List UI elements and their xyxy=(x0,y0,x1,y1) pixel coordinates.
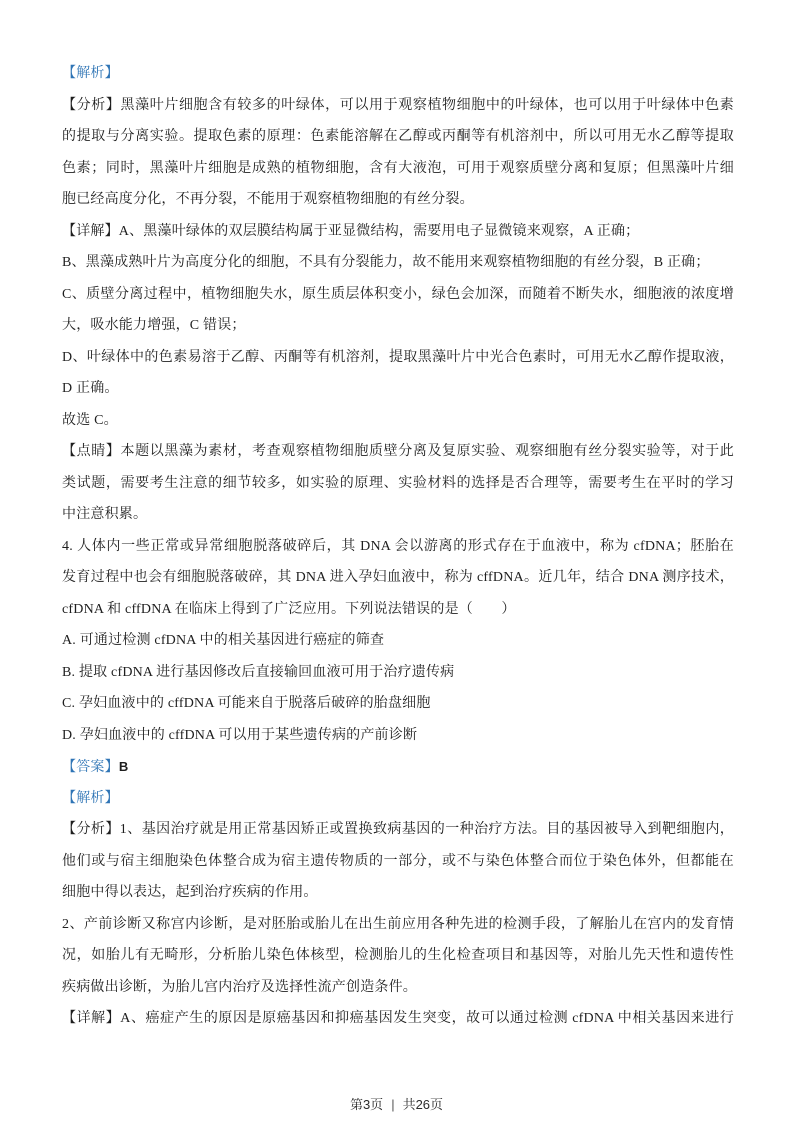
tips-line-3 xyxy=(62,499,734,531)
analysis2-line-5 xyxy=(62,940,734,972)
line-text: 故选 C。 xyxy=(62,412,118,428)
analysis2-line-1 xyxy=(62,814,734,846)
page-footer xyxy=(0,1094,793,1113)
conclusion-line xyxy=(62,405,734,437)
analysis-line-2 xyxy=(62,121,734,153)
line-text: D. 孕妇血液中的 cffDNA 可以用于某些遗传病的产前诊断 xyxy=(62,727,418,743)
line-text: B、黑藻成熟叶片为高度分化的细胞，不具有分裂能力，故不能用来观察植物细胞的有丝分裂，B 正确； xyxy=(62,255,710,270)
analysis2-line-3 xyxy=(62,877,734,909)
line-text: cfDNA 和 cffDNA 在临床上得到了广泛应用。下列说法错误的是（ ） xyxy=(62,601,516,617)
line-text: 2、产前诊断又称宫内诊断，是对胚胎或胎儿在出生前应用各种先进的检测手段，了解胎儿在宫内的发育情 xyxy=(62,916,734,932)
line-text: 发育过程中也会有细胞脱落破碎，其 DNA 进入孕妇血液中，称为 cffDNA。近几年，结合 DNA 测序技术， xyxy=(62,570,734,585)
line-text: 中注意积累。 xyxy=(62,507,148,522)
line-text: 4. 人体内一些正常或异常细胞脱落破碎后，其 DNA 会以游离的形式存在于血液中，称为 cfDNA；胚胎在 xyxy=(62,538,734,554)
tips-line-2 xyxy=(62,468,734,500)
line-text: 细胞中得以表达，起到治疗疾病的作用。 xyxy=(62,885,318,900)
line-text: 疾病做出诊断，为胎儿宫内治疗及选择性流产创造条件。 xyxy=(62,979,417,995)
line-text: 的提取与分离实验。提取色素的原理：色素能溶解在乙醇或丙酮等有机溶剂中，所以可用无水乙醇等提取 xyxy=(62,129,734,144)
question-4-option-a xyxy=(62,625,734,657)
analysis-line-1 xyxy=(62,90,734,122)
question-4-stem-line-3 xyxy=(62,594,734,626)
analysis2-line-4 xyxy=(62,909,734,941)
line-text: D、叶绿体中的色素易溶于乙醇、丙酮等有机溶剂，提取黑藻叶片中光合色素时，可用无水乙醇作提取液， xyxy=(62,349,734,365)
detail-option-d-1 xyxy=(62,342,734,374)
answer-value: B xyxy=(118,759,129,774)
line-text: 况，如胎儿有无畸形，分析胎儿染色体核型，检测胎儿的生化检查项目和基因等，对胎儿先天性和遗传性 xyxy=(62,948,734,963)
analysis2-line-2 xyxy=(62,846,734,878)
detail-option-c-1 xyxy=(62,279,734,311)
line-text: 类试题，需要考生注意的细节较多，如实验的原理、实验材料的选择是否合理等，需要考生在平时的学习 xyxy=(62,475,734,491)
line-text: D 正确。 xyxy=(62,381,119,396)
page-separator: | xyxy=(391,1097,395,1112)
analysis2-line-6 xyxy=(62,972,734,1004)
line-text: B. 提取 cfDNA 进行基因修改后直接输回血液可用于治疗遗传病 xyxy=(62,664,455,680)
analysis-line-3 xyxy=(62,153,734,185)
line-text: 色素；同时，黑藻叶片细胞是成熟的植物细胞，含有大液泡，可用于观察质壁分离和复原；但黑藻叶片细 xyxy=(62,160,734,176)
answer-line xyxy=(62,751,734,783)
question-4-option-b xyxy=(62,657,734,689)
line-text: 【详解】A、黑藻叶绿体的双层膜结构属于亚显微结构，需要用电子显微镜来观察，A 正确； xyxy=(62,223,640,239)
question-4-option-c xyxy=(62,688,734,720)
page-total: 共26页 xyxy=(402,1097,444,1112)
detail-option-d-2 xyxy=(62,373,734,405)
detail-option-c-2 xyxy=(62,310,734,342)
solution-label xyxy=(62,58,734,90)
page-number: 第3页 xyxy=(349,1097,384,1112)
solution-label-text: 【解析】 xyxy=(62,790,119,806)
answer-label: 【答案】 xyxy=(62,760,119,775)
line-text: 他们或与宿主细胞染色体整合成为宿主遗传物质的一部分，或不与染色体整合而位于染色体外，但都能在 xyxy=(62,853,734,869)
line-text: 【分析】黑藻叶片细胞含有较多的叶绿体，可以用于观察植物细胞中的叶绿体，也可以用于叶绿体中色素 xyxy=(62,97,734,113)
line-text: 胞已经高度分化，不再分裂，不能用于观察植物细胞的有丝分裂。 xyxy=(62,192,474,207)
solution-label-2 xyxy=(62,783,734,815)
detail2-line-1 xyxy=(62,1003,734,1035)
analysis-line-4 xyxy=(62,184,734,216)
line-text: A. 可通过检测 cfDNA 中的相关基因进行癌症的筛查 xyxy=(62,633,385,648)
document-content xyxy=(62,58,734,1035)
line-text: C. 孕妇血液中的 cffDNA 可能来自于脱落后破碎的胎盘细胞 xyxy=(62,696,431,711)
line-text: 【点睛】本题以黑藻为素材，考查观察植物细胞质壁分离及复原实验、观察细胞有丝分裂实验等，对于此 xyxy=(62,444,734,459)
detail-option-b xyxy=(62,247,734,279)
line-text: 【分析】1、基因治疗就是用正常基因矫正或置换致病基因的一种治疗方法。目的基因被导入到靶细胞内， xyxy=(62,822,734,837)
tips-line-1 xyxy=(62,436,734,468)
line-text: C、质壁分离过程中，植物细胞失水，原生质层体积变小，绿色会加深，而随着不断失水，细胞液的浓度增 xyxy=(62,286,734,302)
question-4-option-d xyxy=(62,720,734,752)
detail-option-a xyxy=(62,216,734,248)
question-4-stem-line-1 xyxy=(62,531,734,563)
question-4-stem-line-2 xyxy=(62,562,734,594)
line-text: 【详解】A、癌症产生的原因是原癌基因和抑癌基因发生突变，故可以通过检测 cfDNA 中相关基因来进行 xyxy=(62,1011,734,1026)
line-text: 大，吸水能力增强，C 错误； xyxy=(62,318,246,333)
solution-label-text: 【解析】 xyxy=(62,66,119,81)
